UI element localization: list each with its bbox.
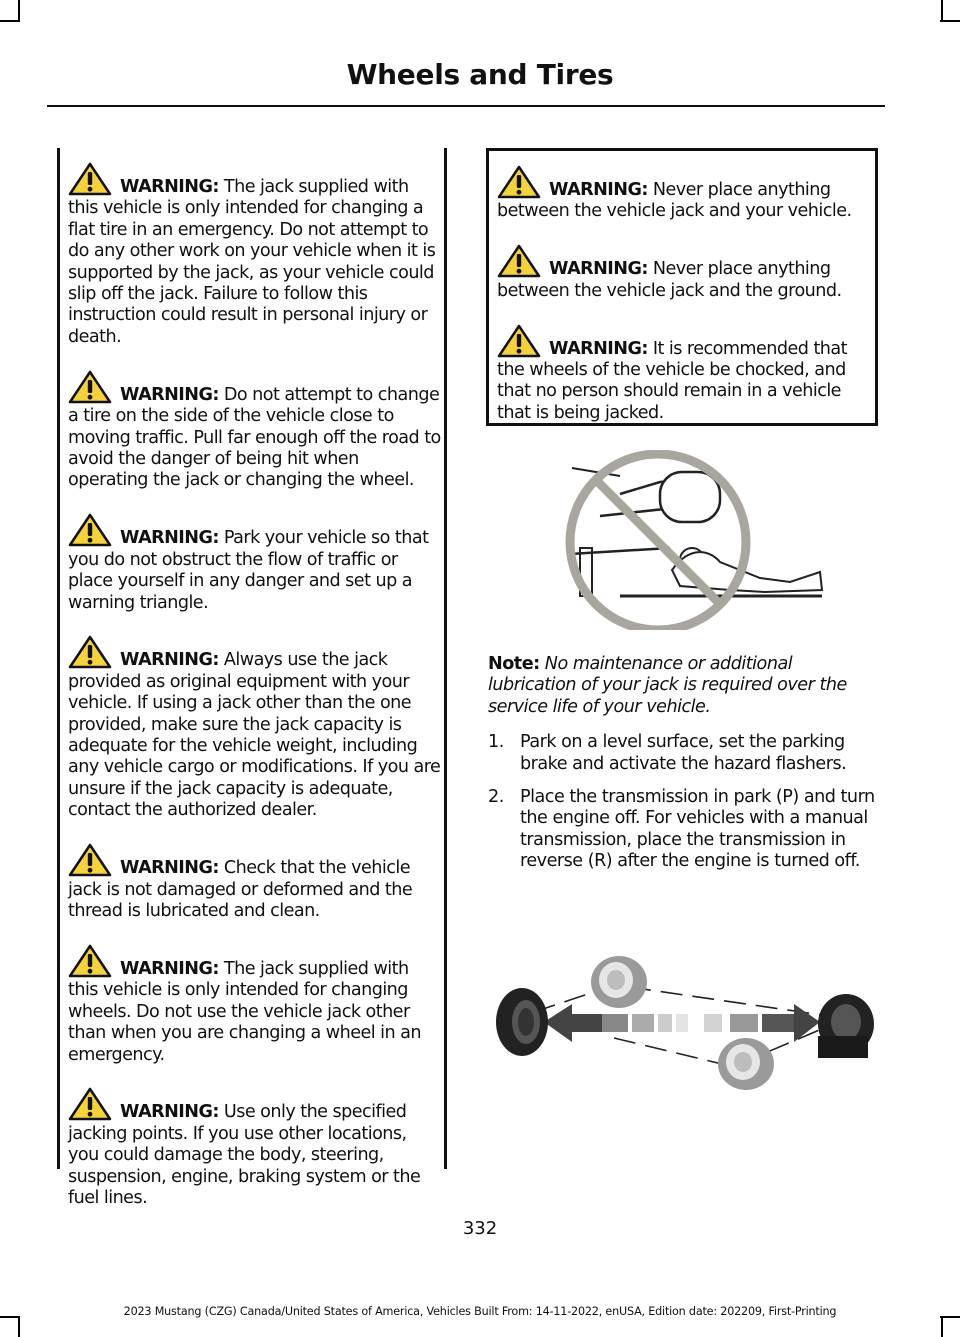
note-text: No maintenance or additional lubrication of your jack is required over the service life of your vehicle. bbox=[488, 654, 847, 717]
note-paragraph bbox=[488, 654, 880, 718]
warning-item bbox=[68, 370, 442, 492]
warning-item bbox=[68, 162, 442, 348]
crop-mark bbox=[18, 1316, 20, 1337]
page-number: 332 bbox=[462, 1218, 498, 1239]
warning-triangle-icon bbox=[68, 843, 112, 877]
warning-label: WARNING: bbox=[120, 1102, 219, 1123]
warning-text: Never place anything between the vehicle jack and the ground. bbox=[497, 259, 842, 301]
warning-triangle-icon bbox=[68, 944, 112, 978]
warning-label: WARNING: bbox=[549, 338, 648, 359]
warning-item bbox=[497, 244, 869, 302]
warning-triangle-icon bbox=[68, 162, 112, 196]
warning-text: Park your vehicle so that you do not obstruct the flow of traffic or place yourself in any danger and set up a warning triangle. bbox=[68, 528, 429, 613]
warning-triangle-icon bbox=[497, 244, 541, 278]
crop-mark bbox=[0, 20, 20, 22]
no-person-under-vehicle-illustration bbox=[560, 450, 830, 630]
warning-text: Always use the jack provided as original equipment with your vehicle. If using a jack other than the one provided, make sure the jack capacity is adequate for the vehicle weight, including any vehicle cargo or modifications. If you are unsure if the jack capacity is adequate, contact the authorized dealer. bbox=[68, 650, 441, 821]
warning-text: The jack supplied with this vehicle is only intended for changing wheels. Do not use the vehicle jack other than when you are changing a wheel in an emergency. bbox=[68, 958, 421, 1065]
warning-triangle-icon bbox=[68, 370, 112, 404]
footer-edition-info: 2023 Mustang (CZG) Canada/United States of America, Vehicles Built From: 14-11-2022, enUSA, Edition date: 202209, First-Printing bbox=[123, 1305, 837, 1318]
warning-item bbox=[497, 324, 869, 425]
warning-triangle-icon bbox=[68, 635, 112, 669]
warning-triangle-icon bbox=[497, 165, 541, 199]
warning-text: Check that the vehicle jack is not damaged or deformed and the thread is lubricated and clean. bbox=[68, 858, 413, 921]
step-number: 1. bbox=[488, 732, 504, 753]
warning-label: WARNING: bbox=[120, 177, 219, 197]
warnings-column-left bbox=[57, 148, 447, 1209]
warning-item bbox=[497, 165, 869, 223]
step-text: Place the transmission in park (P) and turn the engine off. For vehicles with a manual transmission, place the transmission in reverse (R) after the engine is turned off. bbox=[520, 787, 875, 872]
warning-text: Use only the specified jacking points. If you use other locations, you could damage the body, steering, suspension, engine, braking system or the fuel lines. bbox=[68, 1102, 421, 1209]
list-item bbox=[488, 732, 880, 775]
warning-label: WARNING: bbox=[120, 858, 219, 879]
crop-mark bbox=[940, 20, 960, 22]
crop-mark bbox=[941, 0, 943, 22]
note-label: Note: bbox=[488, 654, 540, 674]
crop-mark bbox=[18, 0, 20, 22]
warning-item bbox=[68, 944, 442, 1066]
header-divider bbox=[47, 105, 885, 107]
warning-text: Do not attempt to change a tire on the side of the vehicle close to moving traffic. Pull far enough off the road to avoid the danger of being hit when operating the jack or changing the wheel. bbox=[68, 384, 441, 491]
warning-label: WARNING: bbox=[120, 958, 219, 979]
warning-label: WARNING: bbox=[120, 650, 219, 671]
warning-text: The jack supplied with this vehicle is only intended for changing a flat tire in an emergency. Do not attempt to do any other work on your vehicle when it is supported by the jack, as your vehicle could slip off the jack. Failure to follow this instruction could result in personal injury or death. bbox=[68, 177, 436, 347]
warning-item bbox=[68, 635, 442, 821]
steps-list bbox=[488, 732, 880, 872]
warning-item bbox=[68, 1087, 442, 1209]
warnings-box-right bbox=[486, 148, 878, 426]
step-text: Park on a level surface, set the parking brake and activate the hazard flashers. bbox=[520, 732, 847, 774]
warning-label: WARNING: bbox=[120, 384, 219, 405]
warning-text: It is recommended that the wheels of the vehicle be chocked, and that no person should remain in a vehicle that is being jacked. bbox=[497, 338, 847, 423]
crop-mark bbox=[941, 1316, 943, 1337]
warning-text: Never place anything between the vehicle jack and your vehicle. bbox=[497, 180, 852, 222]
warning-item bbox=[68, 513, 442, 614]
wheel-chock-diagram-illustration bbox=[494, 952, 880, 1092]
warning-label: WARNING: bbox=[549, 259, 648, 280]
warning-triangle-icon bbox=[497, 324, 541, 358]
list-item bbox=[488, 787, 880, 873]
step-number: 2. bbox=[488, 787, 504, 808]
warning-item bbox=[68, 843, 442, 922]
warning-triangle-icon bbox=[68, 1087, 112, 1121]
warning-triangle-icon bbox=[68, 513, 112, 547]
note-block bbox=[488, 654, 880, 885]
page-title: Wheels and Tires bbox=[346, 58, 614, 91]
warning-label: WARNING: bbox=[549, 180, 648, 200]
warning-label: WARNING: bbox=[120, 528, 219, 549]
